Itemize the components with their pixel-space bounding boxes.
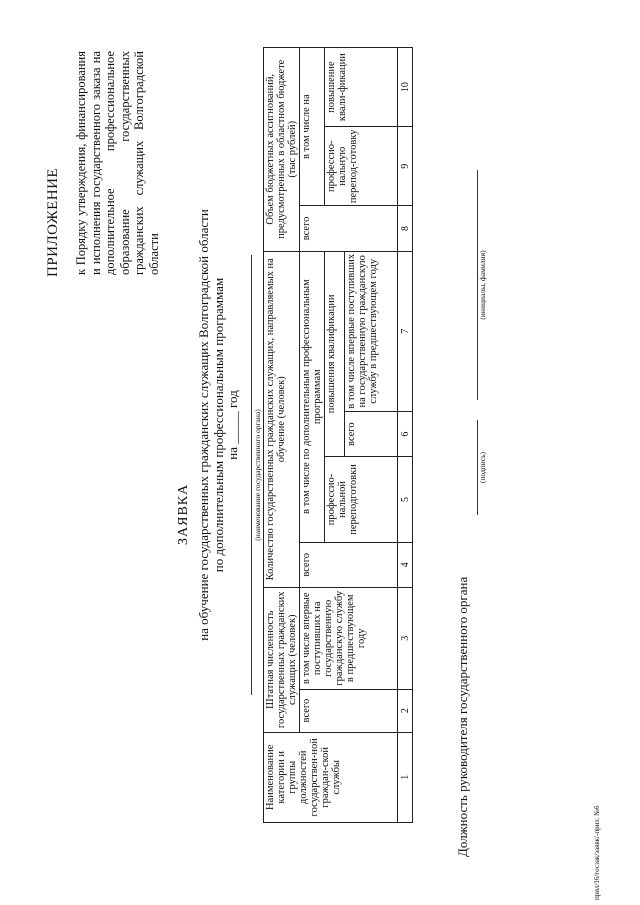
column-number: 5 bbox=[398, 457, 413, 542]
column-number: 8 bbox=[398, 206, 413, 251]
document-title: ЗАЯВКА bbox=[176, 483, 191, 545]
header-staff-new: в том числе впервые поступивших на государственную гражданскую службу в предшествующем году bbox=[300, 587, 398, 689]
column-number: 7 bbox=[398, 251, 413, 412]
header-qual-new: в том числе впервые поступивших на государственную гражданскую службу в предшествующем году bbox=[345, 251, 398, 412]
header-budget-retrain: профессио-нальную перепод-готовку bbox=[325, 127, 398, 206]
header-staff-total: всего bbox=[300, 689, 398, 732]
signature-caption: (подпись) bbox=[478, 451, 487, 484]
name-caption: (инициалы, фамилия) bbox=[478, 250, 487, 320]
footer-ref: прил/16/госзак/заявк/-прил. №6 bbox=[593, 805, 601, 900]
column-number: 10 bbox=[398, 48, 413, 127]
header-qual-total: всего bbox=[345, 412, 398, 457]
header-budget-total: всего bbox=[300, 206, 398, 251]
header-budget-incl: в том числе на bbox=[300, 48, 325, 206]
column-number: 9 bbox=[398, 127, 413, 206]
header-count-total: всего bbox=[300, 542, 398, 587]
header-staff: Штатная численность государственных гражданских служащих (человек) bbox=[264, 587, 300, 732]
document-subtitle-year: на _____ год bbox=[225, 390, 240, 460]
document-subtitle: на обучение государственных гражданских служащих Волгоградской области bbox=[196, 209, 211, 641]
header-qual: повышения квалификации bbox=[325, 251, 345, 457]
header-category: Наименование категории и группы должностей государствен-ной граждан-ской службы bbox=[264, 732, 398, 822]
column-number: 2 bbox=[398, 689, 413, 732]
header-retrain: профессио-нальной переподготовки bbox=[325, 457, 398, 542]
column-number: 3 bbox=[398, 587, 413, 689]
signature-position-label: Должность руководителя государственного органа bbox=[455, 576, 470, 857]
header-count-dpp: в том числе по дополнительным профессиональным программам bbox=[300, 251, 325, 542]
document-subtitle: по дополнительным профессиональным программам bbox=[211, 277, 226, 573]
header-budget-qual: повышение квали-фикации bbox=[325, 48, 398, 127]
column-number: 1 bbox=[398, 732, 413, 822]
appendix-text: к Порядку утверждения, финансирования и исполнения государственного заказа на дополнительное профессиональное образование государственных гражданских служащих Волгоградской области bbox=[74, 51, 161, 275]
column-number: 4 bbox=[398, 542, 413, 587]
header-count: Количество государственных гражданских служащих, направляемых на обучение (человек) bbox=[264, 251, 300, 587]
table-row-numbers bbox=[398, 48, 413, 823]
request-table bbox=[263, 47, 413, 823]
org-name-line bbox=[251, 255, 252, 695]
column-number: 6 bbox=[398, 412, 413, 457]
appendix-title: ПРИЛОЖЕНИЕ bbox=[45, 167, 61, 277]
header-budget: Объем бюджетных ассигнований, предусмотренных в областном бюджете (тыс рублей) bbox=[264, 48, 300, 252]
org-name-caption: (наименование государственного органа) bbox=[253, 409, 262, 541]
